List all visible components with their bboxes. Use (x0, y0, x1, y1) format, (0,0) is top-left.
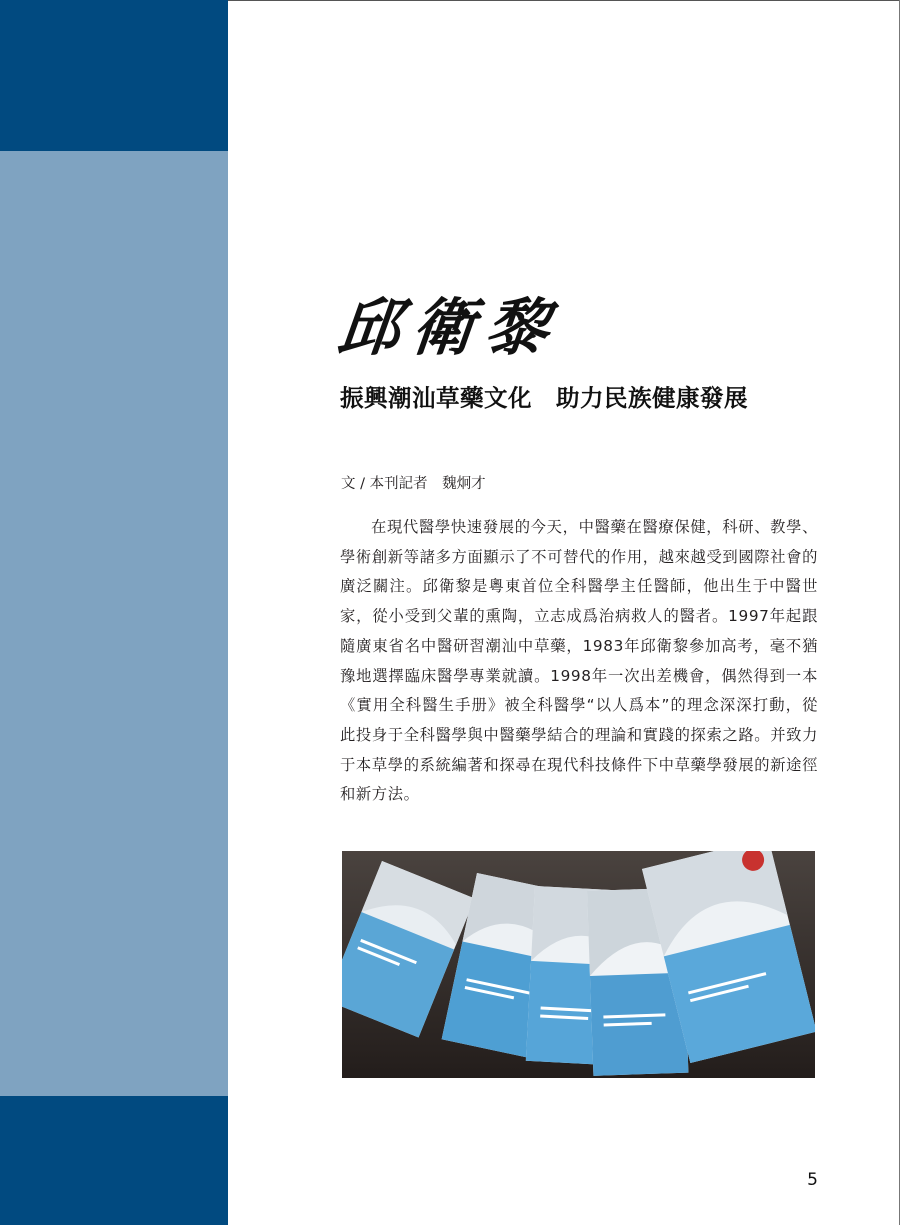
person-name-title: 邱衛黎 (334, 291, 564, 364)
byline: 文 / 本刊記者 魏炯才 (341, 476, 486, 492)
sidebar-bottom-block (0, 1096, 228, 1225)
color-sidebar (0, 0, 228, 1225)
article-body: 在現代醫學快速發展的今天，中醫藥在醫療保健，科研、教學、學術創新等諸多方面顯示了不可替代的作用，越來越受到國際社會的廣泛關注。邱衛黎是粵東首位全科醫學主任醫師，他出生于中醫世家，從小受到父輩的熏陶，立志成爲治病救人的醫者。1997年起跟隨廣東省名中醫研習潮汕中草藥，1983年邱衛黎參加高考，毫不猶豫地選擇臨床醫學專業就讀。1998年一次出差機會，偶然得到一本《實用全科醫生手册》被全科醫學“以人爲本”的理念深深打動，從此投身于全科醫學與中醫藥學結合的理論和實踐的探索之路。并致力于本草學的系統編著和探尋在現代科技條件下中草藥學發展的新途徑和新方法。 (340, 518, 818, 804)
page-number: 5 (807, 1170, 818, 1190)
books-photo (342, 851, 815, 1078)
sidebar-top-block (0, 0, 228, 151)
article-subtitle: 振興潮汕草藥文化 助力民族健康發展 (340, 384, 748, 412)
sidebar-middle-block (0, 151, 228, 1096)
